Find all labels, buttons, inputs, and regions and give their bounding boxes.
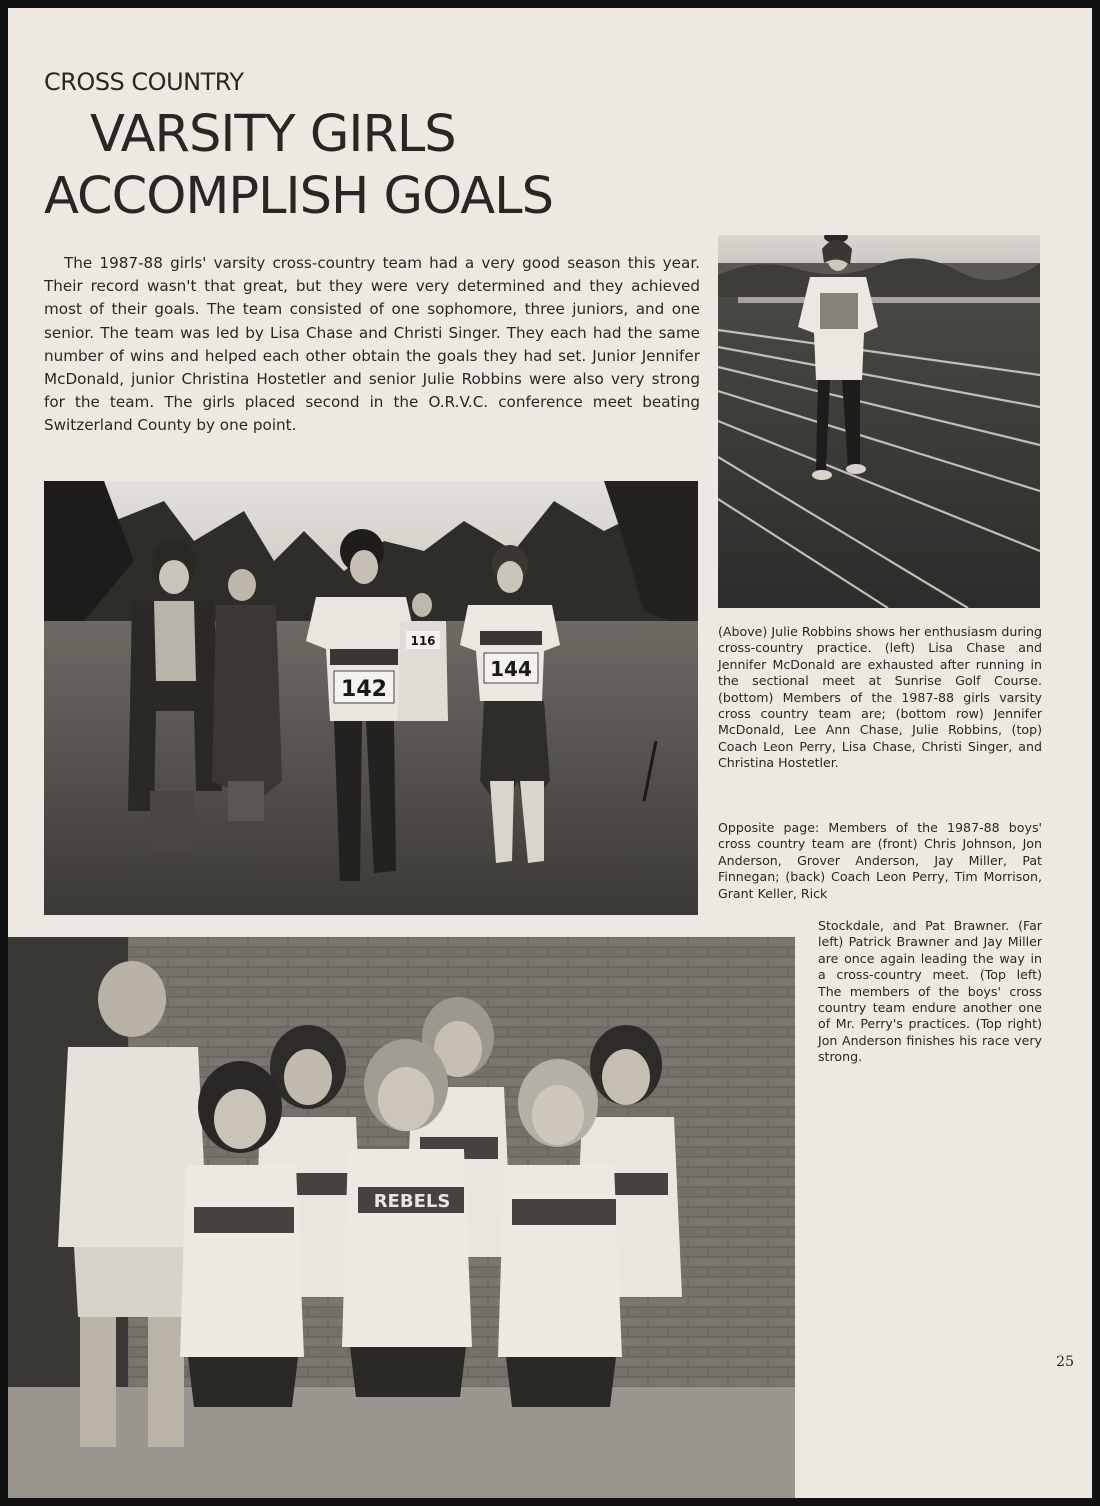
section-kicker: CROSS COUNTRY — [44, 68, 244, 96]
bib-116: 116 — [410, 634, 436, 648]
headline-line-2: ACCOMPLISH GOALS — [44, 167, 553, 226]
page-number: 25 — [1056, 1354, 1074, 1370]
page-headline — [44, 104, 553, 228]
team-photo — [8, 937, 795, 1498]
article-body: The 1987-88 girls' varsity cross-country team had a very good season this year. Their record wasn't that great, but they were very determined and they achieved most of their goals. The team consisted of one sophomore, three juniors, and one senior. The team was led by Lisa Chase and Christi Singer. They each had the same number of wins and helped each other obtain the goals they had set. Junior Jennifer McDonald, junior Christina Hostetler and senior Julie Robbins were also very strong for the team. The girls placed second in the O.R.V.C. conference meet beating Switzerland County by one point. — [44, 254, 700, 435]
yearbook-page — [8, 8, 1092, 1498]
caption-above: (Above) Julie Robbins shows her enthusiasm during cross-country practice. (left) Lisa Chase and Jennifer McDonald are exhausted after running in the sectional meet at Sunrise Golf Course. (bottom) Members of the 1987-88 girls varsity cross country team are; (bottom row) Jennifer McDonald, Lee Ann Chase, Julie Robbins, (top) Coach Leon Perry, Lisa Chase, Christi Singer, and Christina Hostetler. — [718, 624, 1042, 771]
headline-line-1: VARSITY GIRLS — [90, 105, 456, 164]
bib-144: 144 — [490, 657, 532, 681]
caption-opposite-part1: Opposite page: Members of the 1987-88 boys' cross country team are (front) Chris Johnson, Jon Anderson, Grover Anderson, Jay Miller, Pat Finnegan; (back) Coach Leon Perry, Tim Morrison, Grant Keller, Rick — [718, 820, 1042, 901]
caption-opposite-part2: Stockdale, and Pat Brawner. (Far left) Patrick Brawner and Jay Miller are once again leading the way in a cross-country meet. (Top left) The members of the boys' cross country team endure another one of Mr. Perry's practices. (Top right) Jon Anderson finishes his race very strong. — [818, 918, 1042, 1065]
bib-142: 142 — [341, 677, 387, 702]
runner-photo — [718, 235, 1040, 608]
sectional-meet-photo — [44, 481, 698, 915]
team-shirt-text: REBELS — [373, 1191, 451, 1212]
